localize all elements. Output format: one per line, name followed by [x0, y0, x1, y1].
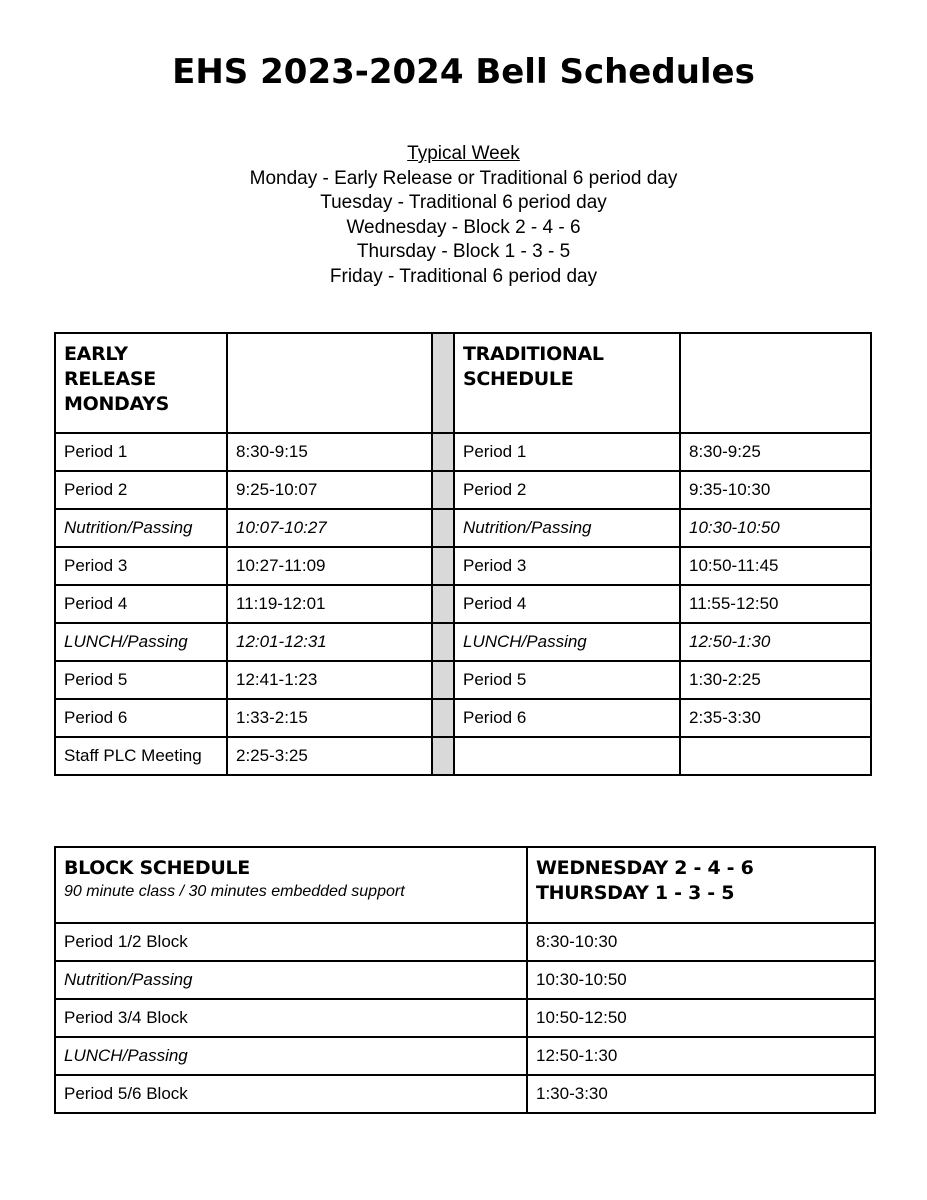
er-time: 11:19-12:01: [227, 585, 432, 623]
block-time: 10:30-10:50: [527, 961, 875, 999]
block-schedule-table: [54, 846, 876, 1114]
block-days-heading: WEDNESDAY 2 - 4 - 6 THURSDAY 1 - 3 - 5: [527, 847, 875, 923]
table-row: [55, 1075, 875, 1113]
block-label: Nutrition/Passing: [55, 961, 527, 999]
tr-label: LUNCH/Passing: [454, 623, 680, 661]
traditional-heading-blank: [680, 333, 871, 433]
typical-week-heading: Typical Week: [407, 143, 520, 164]
early-release-heading: EARLY RELEASE MONDAYS: [55, 333, 227, 433]
tr-label: Period 3: [454, 547, 680, 585]
table-row: [55, 737, 871, 775]
block-time: 8:30-10:30: [527, 923, 875, 961]
table-row: [55, 433, 871, 471]
table-row: [55, 999, 875, 1037]
table-row: [55, 1037, 875, 1075]
table-separator: [432, 547, 454, 585]
typical-week-monday: Monday - Early Release or Traditional 6 period day: [249, 167, 678, 189]
table-separator: [432, 661, 454, 699]
er-time: 9:25-10:07: [227, 471, 432, 509]
tr-time: 12:50-1:30: [680, 623, 871, 661]
block-heading-cell: [55, 847, 527, 923]
er-time: 1:33-2:15: [227, 699, 432, 737]
er-label: LUNCH/Passing: [55, 623, 227, 661]
table-row: [55, 961, 875, 999]
er-time: 10:07-10:27: [227, 509, 432, 547]
tr-time: 9:35-10:30: [680, 471, 871, 509]
table-row: [55, 585, 871, 623]
table-header-row: [55, 847, 875, 923]
table-separator: [432, 737, 454, 775]
tr-time: 10:30-10:50: [680, 509, 871, 547]
er-time: 8:30-9:15: [227, 433, 432, 471]
block-subheading: 90 minute class / 30 minutes embedded support: [64, 883, 405, 900]
er-label: Period 3: [55, 547, 227, 585]
early-release-and-traditional-table: [54, 332, 872, 776]
block-time: 12:50-1:30: [527, 1037, 875, 1075]
typical-week-wednesday: Wednesday - Block 2 - 4 - 6: [346, 216, 581, 238]
er-time: 12:01-12:31: [227, 623, 432, 661]
table-separator: [432, 433, 454, 471]
typical-week-thursday: Thursday - Block 1 - 3 - 5: [356, 241, 571, 262]
tr-time: 2:35-3:30: [680, 699, 871, 737]
table-row: [55, 623, 871, 661]
block-label: Period 5/6 Block: [55, 1075, 527, 1113]
table-row: [55, 471, 871, 509]
table-separator: [432, 333, 454, 433]
table-separator: [432, 471, 454, 509]
tr-label: Nutrition/Passing: [454, 509, 680, 547]
block-label: Period 3/4 Block: [55, 999, 527, 1037]
early-release-heading-blank: [227, 333, 432, 433]
table-separator: [432, 623, 454, 661]
block-label: Period 1/2 Block: [55, 923, 527, 961]
tr-time: [680, 737, 871, 775]
tr-time: 8:30-9:25: [680, 433, 871, 471]
er-label: Nutrition/Passing: [55, 509, 227, 547]
table-row: [55, 661, 871, 699]
typical-week: [0, 142, 927, 289]
block-time: 10:50-12:50: [527, 999, 875, 1037]
er-time: 2:25-3:25: [227, 737, 432, 775]
traditional-heading: TRADITIONAL SCHEDULE: [454, 333, 680, 433]
tr-label: Period 6: [454, 699, 680, 737]
tr-label: [454, 737, 680, 775]
typical-week-tuesday: Tuesday - Traditional 6 period day: [320, 192, 607, 213]
er-label: Staff PLC Meeting: [55, 737, 227, 775]
table-separator: [432, 585, 454, 623]
er-time: 12:41-1:23: [227, 661, 432, 699]
er-label: Period 5: [55, 661, 227, 699]
table-row: [55, 923, 875, 961]
tr-time: 11:55-12:50: [680, 585, 871, 623]
er-label: Period 6: [55, 699, 227, 737]
tr-label: Period 4: [454, 585, 680, 623]
tr-time: 10:50-11:45: [680, 547, 871, 585]
table-separator: [432, 699, 454, 737]
block-heading: BLOCK SCHEDULE: [64, 857, 250, 879]
tr-label: Period 5: [454, 661, 680, 699]
table-row: [55, 547, 871, 585]
tr-label: Period 1: [454, 433, 680, 471]
table-row: [55, 509, 871, 547]
page-title: EHS 2023-2024 Bell Schedules: [172, 52, 755, 92]
block-label: LUNCH/Passing: [55, 1037, 527, 1075]
table-row: [55, 699, 871, 737]
tr-label: Period 2: [454, 471, 680, 509]
er-label: Period 2: [55, 471, 227, 509]
table-separator: [432, 509, 454, 547]
er-time: 10:27-11:09: [227, 547, 432, 585]
er-label: Period 4: [55, 585, 227, 623]
tr-time: 1:30-2:25: [680, 661, 871, 699]
table-header-row: [55, 333, 871, 433]
er-label: Period 1: [55, 433, 227, 471]
block-time: 1:30-3:30: [527, 1075, 875, 1113]
typical-week-friday: Friday - Traditional 6 period day: [329, 265, 598, 287]
